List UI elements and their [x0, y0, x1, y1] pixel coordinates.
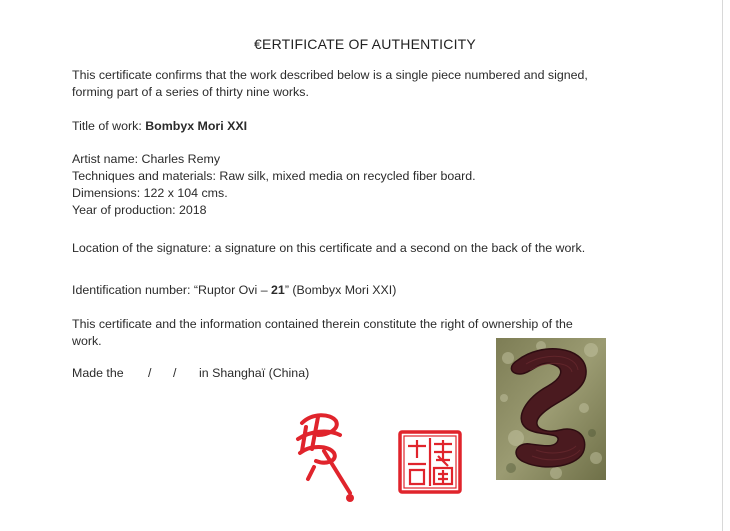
- date-slash-1: /: [148, 366, 152, 380]
- artist-signature: [288, 405, 364, 505]
- year-of-production: Year of production: 2018: [72, 203, 207, 217]
- intro-line-1: This certificate confirms that the work described below is a single piece numbered and signed,: [72, 68, 588, 82]
- ownership-line-2: work.: [72, 334, 102, 348]
- made-the-label: Made the: [72, 366, 124, 380]
- identification-label: Identification number: “Ruptor Ovi –: [72, 283, 272, 297]
- intro-line-2: forming part of a series of thirty nine works.: [72, 85, 309, 99]
- ownership-line-1: This certificate and the information contained therein constitute the right of ownership of the: [72, 317, 573, 331]
- identification-number: [72, 282, 396, 299]
- certificate-title: €ERTIFICATE OF AUTHENTICITY: [254, 36, 476, 52]
- artwork-thumbnail: [496, 338, 606, 480]
- page-edge-line: [722, 0, 723, 531]
- date-slash-2: /: [173, 366, 177, 380]
- title-of-work-label: Title of work:: [72, 119, 146, 133]
- title-of-work-value: Bombyx Mori XXI: [145, 119, 248, 133]
- title-of-work: [72, 118, 247, 135]
- identification-suffix: ” (Bombyx Mori XXI): [284, 283, 397, 297]
- artist-name: Artist name: Charles Remy: [72, 152, 221, 166]
- identification-number-value: 21: [271, 283, 285, 297]
- techniques-materials: Techniques and materials: Raw silk, mixed media on recycled fiber board.: [72, 169, 476, 183]
- made-location: in Shanghaï (China): [199, 366, 310, 380]
- chop-seal: [398, 430, 462, 494]
- signature-location: Location of the signature: a signature on this certificate and a second on the back of the work.: [72, 241, 586, 255]
- dimensions: Dimensions: 122 x 104 cms.: [72, 186, 228, 200]
